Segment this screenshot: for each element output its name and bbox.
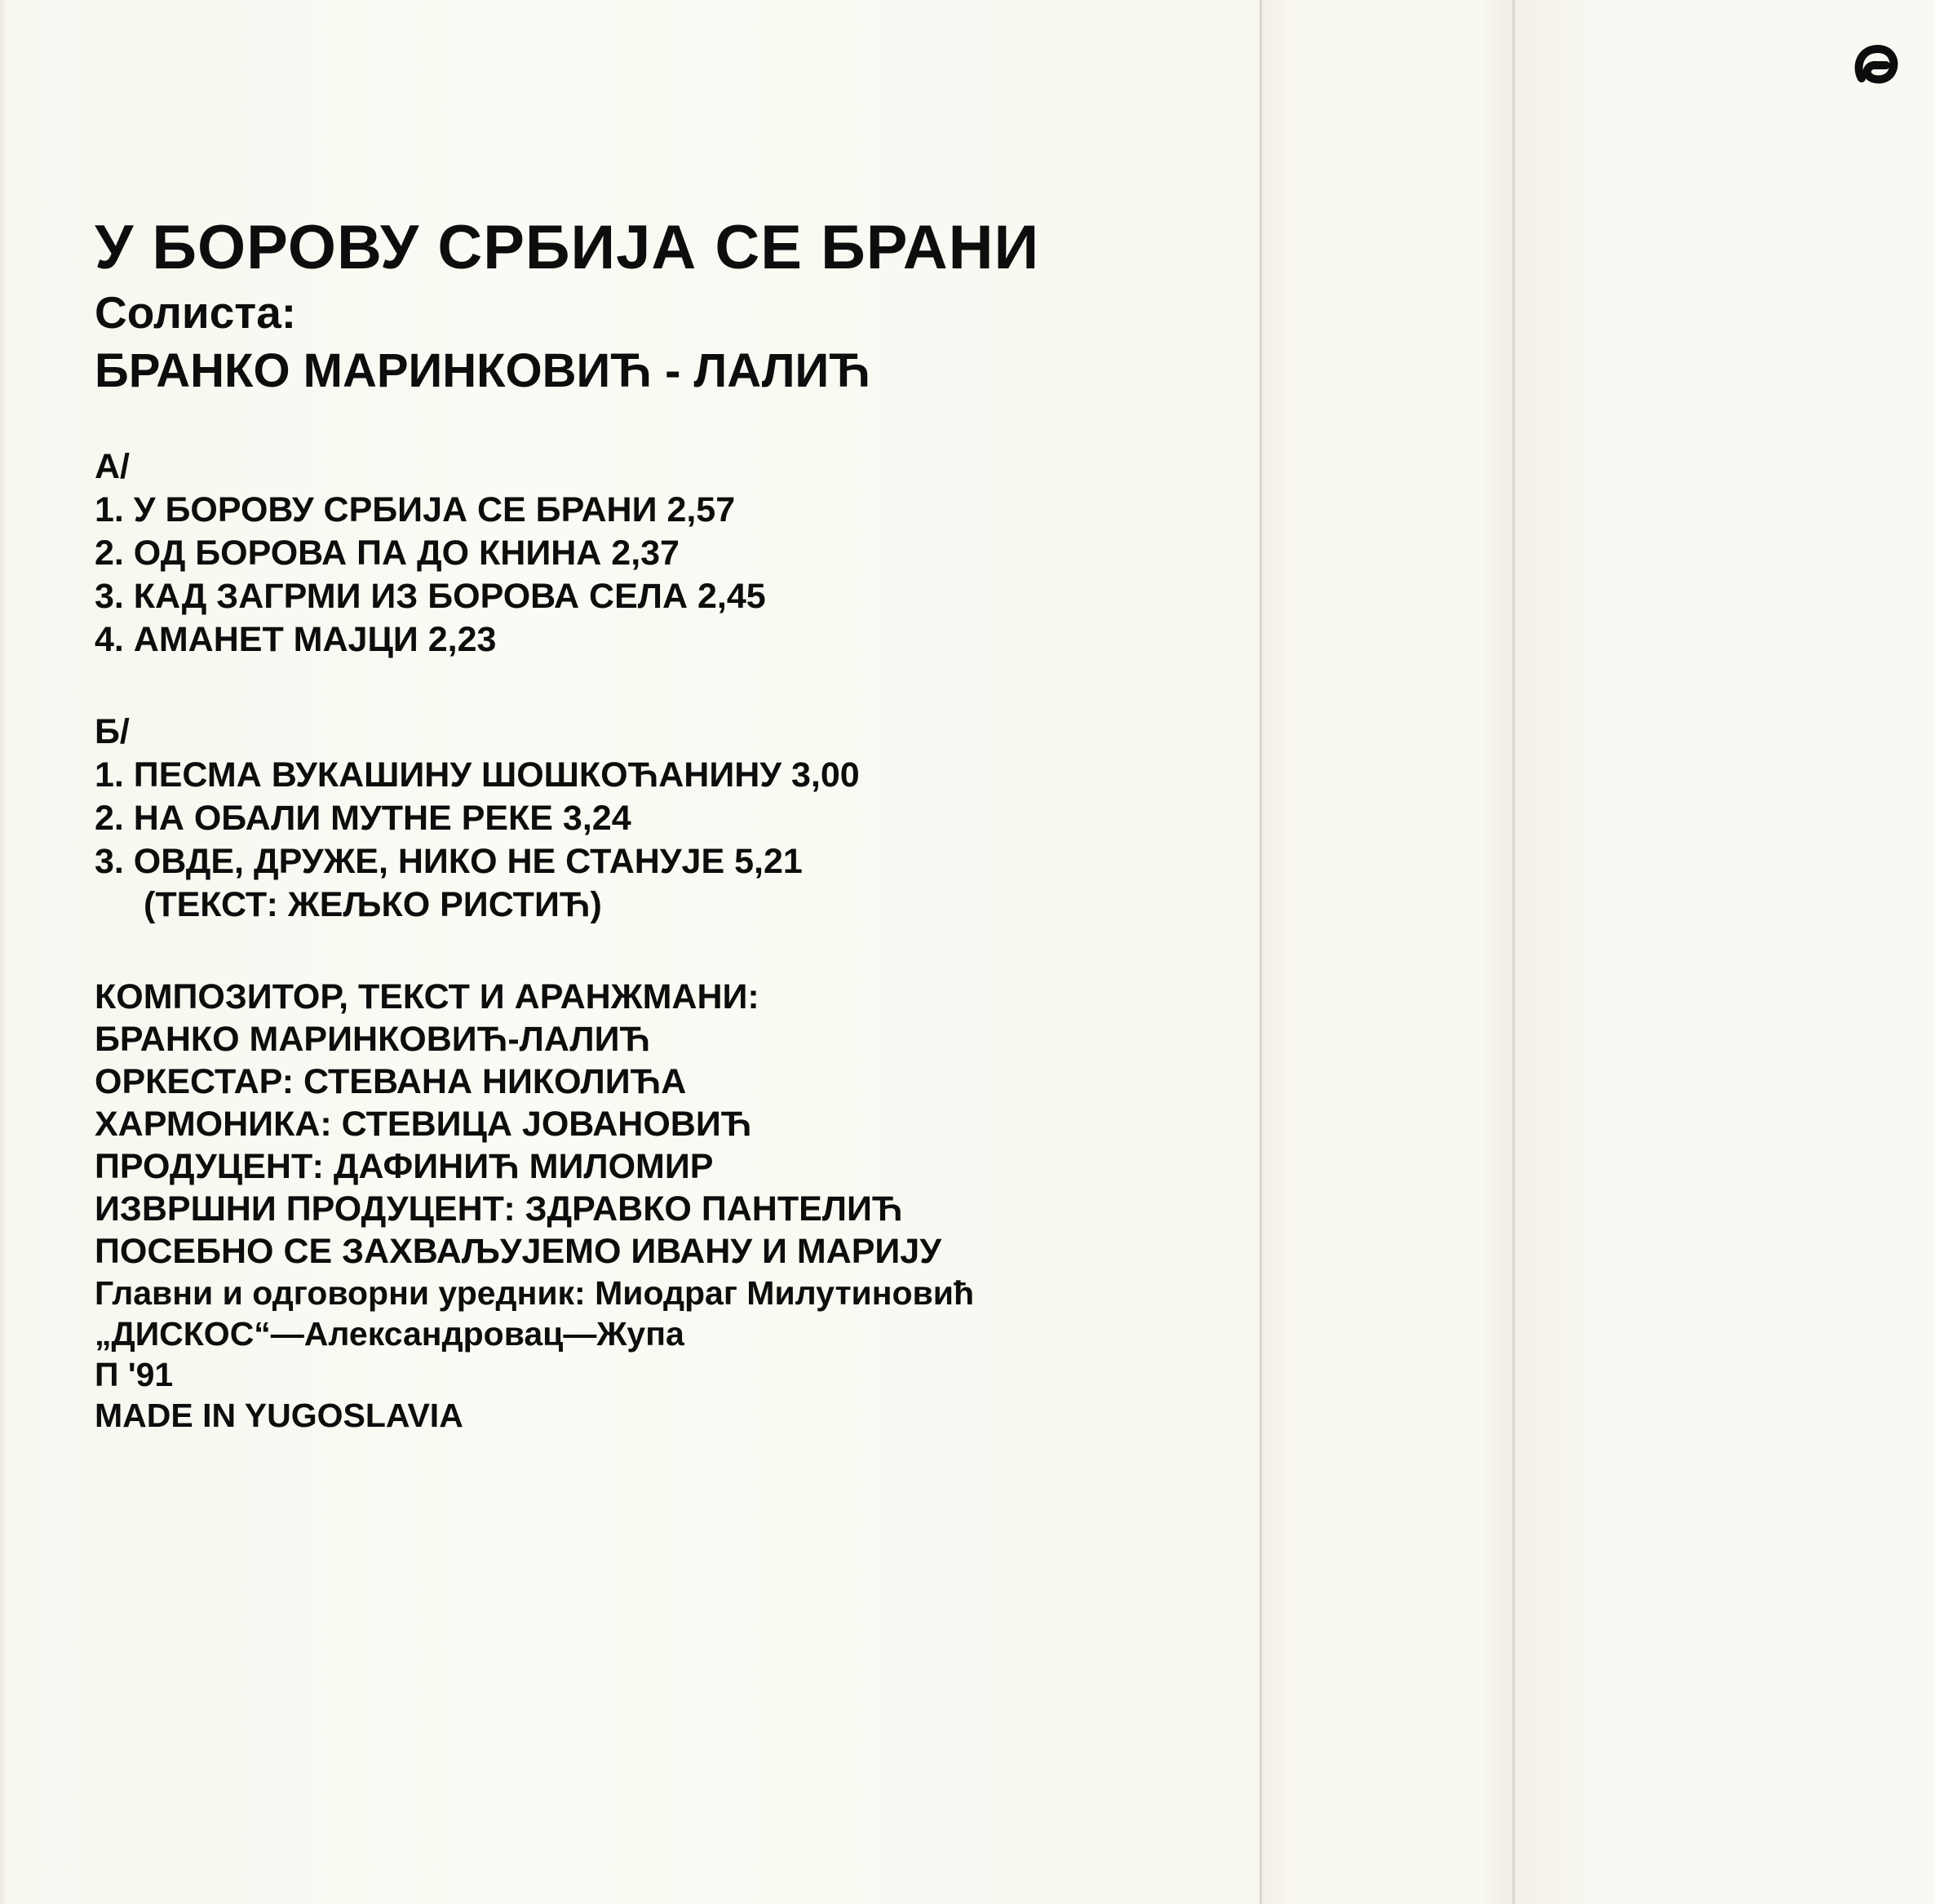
track-item: 4. АМАНЕТ МАЈЦИ 2,23	[95, 620, 497, 659]
credit-line: ПРОДУЦЕНТ: ДАФИНИЋ МИЛОМИР	[95, 1147, 714, 1186]
paper-edge	[0, 0, 7, 1904]
credits	[95, 976, 1253, 1436]
track-item: 1. ПЕСМА ВУКАШИНУ ШОШКОЋАНИНУ 3,00	[95, 755, 860, 795]
diskos-logo-icon	[1853, 42, 1901, 88]
fold-line	[1260, 0, 1262, 1904]
track-item: 3. ОВДЕ, ДРУЖЕ, НИКО НЕ СТАНУЈЕ 5,21	[95, 842, 803, 881]
album-title: У БОРОВУ СРБИЈА СЕ БРАНИ	[95, 213, 1040, 282]
label-publisher: „ДИСКОС“—Александровац—Жупа	[95, 1315, 684, 1353]
track-lyrics-note: (ТЕКСТ: ЖЕЉКО РИСТИЋ)	[144, 885, 602, 924]
credit-line: КОМПОЗИТОР, ТЕКСТ И АРАНЖМАНИ:	[95, 977, 759, 1016]
side-b	[95, 711, 1253, 927]
side-b-label: Б/	[95, 712, 130, 751]
credit-line: ИЗВРШНИ ПРОДУЦЕНТ: ЗДРАВКО ПАНТЕЛИЋ	[95, 1189, 903, 1229]
soloist-label: Солиста:	[95, 287, 297, 338]
side-a-tracklist	[95, 489, 1253, 662]
side-a	[95, 445, 1253, 662]
track-item: 2. ОД БОРОВА ПА ДО КНИНА 2,37	[95, 534, 680, 573]
country-of-origin: MADE IN YUGOSLAVIA	[95, 1397, 463, 1434]
flap-panel	[1513, 0, 1935, 1904]
soloist-name: БРАНКО МАРИНКОВИЋ - ЛАЛИЋ	[95, 344, 870, 397]
insert-text	[95, 210, 1253, 1436]
credit-line: ПОСЕБНО СЕ ЗАХВАЉУЈЕМО ИВАНУ И МАРИЈУ	[95, 1232, 941, 1271]
side-a-label: А/	[95, 447, 130, 486]
credit-line: БРАНКО МАРИНКОВИЋ-ЛАЛИЋ	[95, 1020, 651, 1059]
fold-line	[1512, 0, 1515, 1904]
track-item: 1. У БОРОВУ СРБИЈА СЕ БРАНИ 2,57	[95, 490, 736, 529]
editor-credit: Главни и одговорни уредник: Миодраг Милутиновић	[95, 1274, 975, 1312]
track-item: 3. КАД ЗАГРМИ ИЗ БОРОВА СЕЛА 2,45	[95, 577, 766, 616]
side-b-tracklist	[95, 754, 1253, 927]
credit-line: ОРКЕСТАР: СТЕВАНА НИКОЛИЋА	[95, 1062, 687, 1101]
spine-panel	[1260, 0, 1513, 1904]
track-item: 2. НА ОБАЛИ МУТНЕ РЕКЕ 3,24	[95, 799, 631, 838]
credit-line: ХАРМОНИКА: СТЕВИЦА ЈОВАНОВИЋ	[95, 1105, 752, 1144]
release-year: П '91	[95, 1356, 174, 1393]
